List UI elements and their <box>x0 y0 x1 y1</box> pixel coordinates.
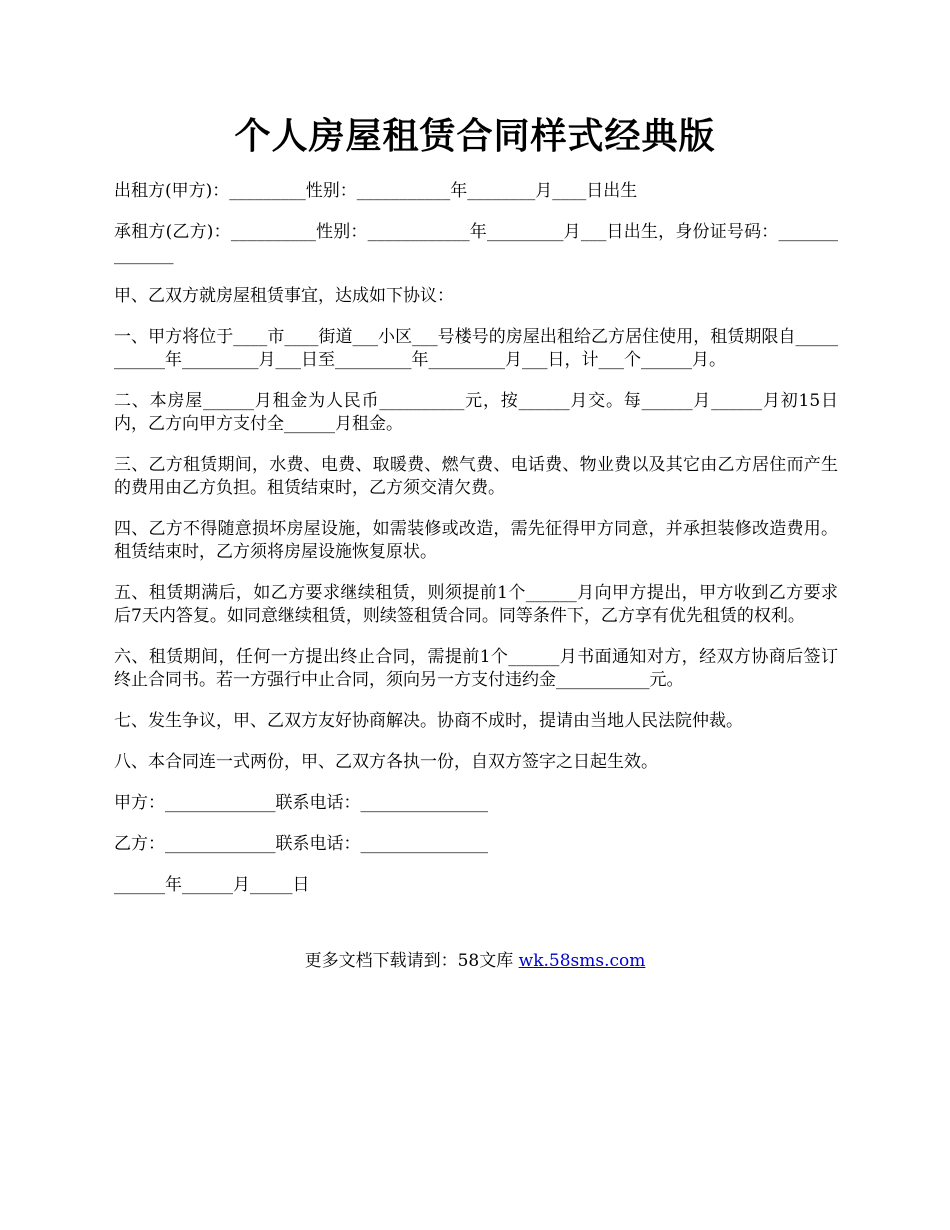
clause-4: 四、乙方不得随意损坏房屋设施，如需装修或改造，需先征得甲方同意，并承担装修改造费用。租赁结束时，乙方须将房屋设施恢复原状。 <box>114 519 838 562</box>
agreement-intro: 甲、乙双方就房屋租赁事宜，达成如下协议： <box>114 286 454 306</box>
lessee-info-line: 承租方(乙方)：__________性别：____________年_________月___日出生，身份证号码：______________ <box>114 222 838 265</box>
party-a-signature-line: 甲方：_____________联系电话：_______________ <box>114 793 488 813</box>
date-line: ______年______月_____日 <box>114 875 310 895</box>
contract-body <box>114 180 838 915</box>
clause-2: 二、本房屋______月租金为人民币__________元，按______月交。每______月______月初15日内，乙方向甲方支付全______月租金。 <box>114 391 838 434</box>
clause-1: 一、甲方将位于____市____街道___小区___号楼号的房屋出租给乙方居住使用，租赁期限自___________年_________月___日至_________年_________月___日，计___个______月。 <box>114 327 838 370</box>
clause-3: 三、乙方租赁期间，水费、电费、取暖费、燃气费、电话费、物业费以及其它由乙方居住而产生的费用由乙方负担。租赁结束时，乙方须交清欠费。 <box>114 455 838 498</box>
party-b-signature-line: 乙方：_____________联系电话：_______________ <box>114 834 488 854</box>
clause-5: 五、租赁期满后，如乙方要求继续租赁，则须提前1个______月向甲方提出，甲方收到乙方要求后7天内答复。如同意继续租赁，则续签租赁合同。同等条件下，乙方享有优先租赁的权利。 <box>114 583 838 626</box>
clause-7: 七、发生争议，甲、乙双方友好协商解决。协商不成时，提请由当地人民法院仲裁。 <box>114 711 743 731</box>
lessor-info-line: 出租方(甲方)：_________性别：___________年________月____日出生 <box>114 181 638 201</box>
clause-8: 八、本合同连一式两份，甲、乙双方各执一份，自双方签字之日起生效。 <box>114 752 658 772</box>
clause-6: 六、租赁期间，任何一方提出终止合同，需提前1个______月书面通知对方，经双方协商后签订终止合同书。若一方强行中止合同，须向另一方支付违约金___________元。 <box>114 647 838 690</box>
document-title: 个人房屋租赁合同样式经典版 <box>234 115 716 157</box>
download-footer <box>0 950 950 973</box>
download-site-link[interactable]: wk.58sms.com <box>518 951 646 971</box>
footer-text: 更多文档下载请到：58文库 <box>304 951 519 971</box>
